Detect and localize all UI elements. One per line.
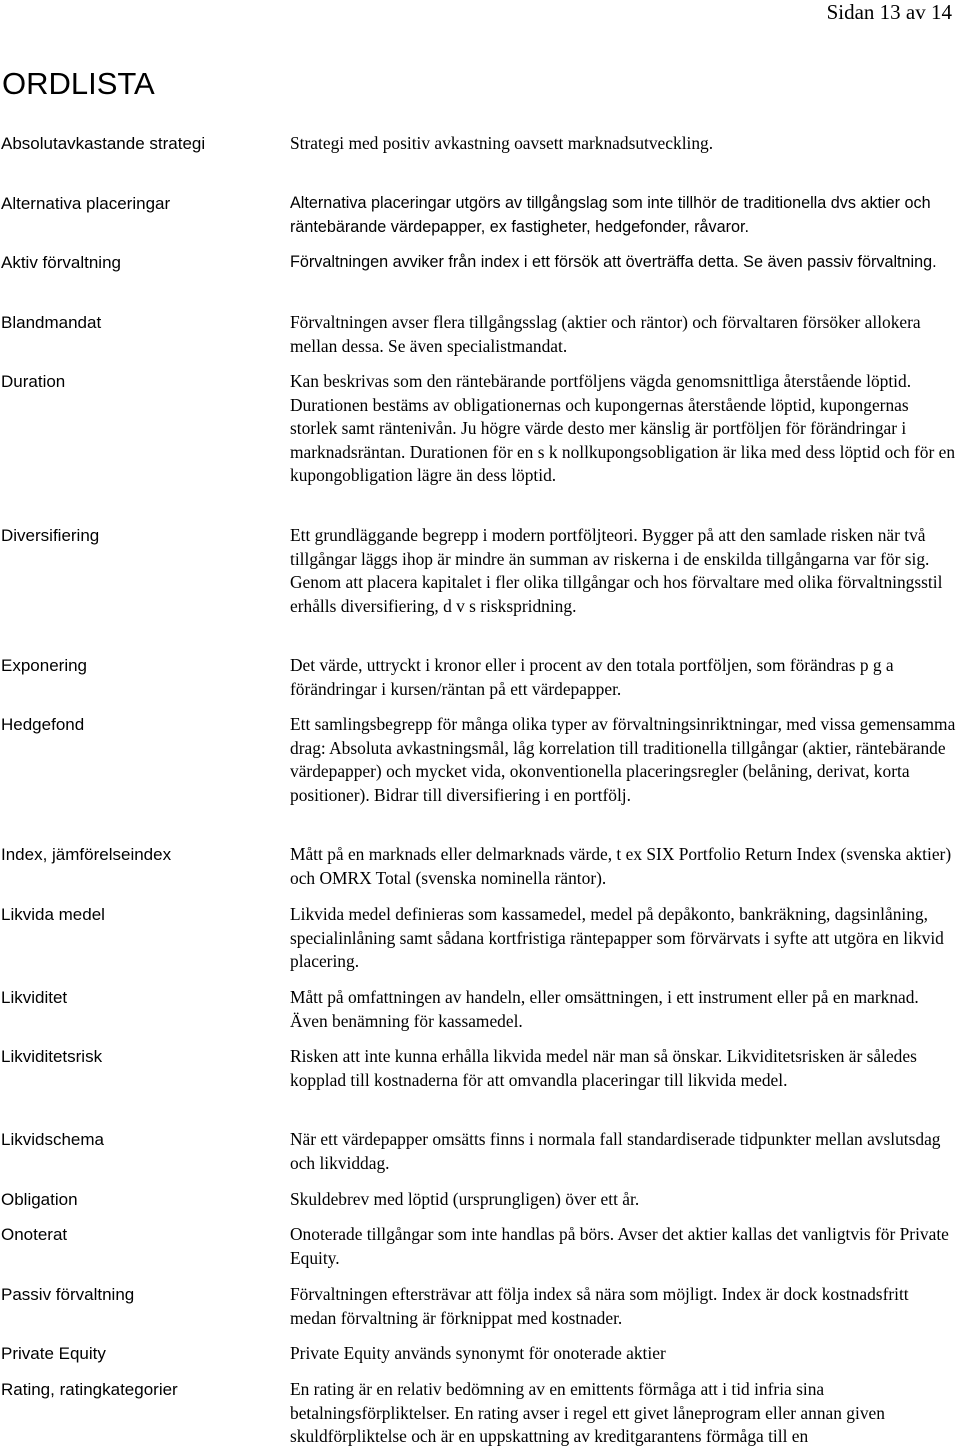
glossary-definition: Strategi med positiv avkastning oavsett marknadsutveckling. <box>290 133 714 153</box>
glossary-term: Blandmandat <box>1 313 102 332</box>
glossary-term: Onoterat <box>1 1225 68 1244</box>
glossary-definition: Mått på en marknads eller delmarknads värde, t ex SIX Portfolio Return Index (svenska aktier) och OMRX Total (svenska nominella räntor). <box>290 844 952 888</box>
glossary-term: Aktiv förvaltning <box>1 253 121 272</box>
glossary-term: Hedgefond <box>1 715 85 734</box>
glossary-definition: Det värde, uttryckt i kronor eller i procent av den totala portföljen, som förändras p g a förändringar i kursen/räntan på ett värdepapper. <box>290 655 894 699</box>
glossary-definition: En rating är en relativ bedömning av en emittents förmåga att i tid infria sina betalningsförpliktelser. En rating avser i regel ett givet låneprogram eller annan given skuldförpliktelse och är en uppskattning av kreditgarantens förmåga till en <box>290 1379 885 1447</box>
glossary-term: Diversifiering <box>1 526 100 545</box>
glossary-definition: Förvaltningen avviker från index i ett försök att överträffa detta. Se även passiv förvaltning. <box>290 253 937 271</box>
glossary-definition: Private Equity används synonymt för onoterade aktier <box>290 1343 666 1363</box>
glossary-definition: Skuldebrev med löptid (ursprungligen) över ett år. <box>290 1189 640 1209</box>
glossary-term: Alternativa placeringar <box>1 194 171 213</box>
glossary-term: Obligation <box>1 1190 78 1209</box>
glossary-definition: Likvida medel definieras som kassamedel, medel på depåkonto, bankräkning, dagsinlåning, specialinlåning samt sådana kortfristiga räntepapper som förvärvats i syfte att utgöra en likvid placering. <box>290 904 944 972</box>
glossary-definition: Förvaltningen avser flera tillgångsslag (aktier och räntor) och förvaltaren försöker allokera mellan dessa. Se även specialistmandat. <box>290 312 921 356</box>
glossary-definition: Mått på omfattningen av handeln, eller omsättningen, i ett instrument eller på en marknad. Även benämning för kassamedel. <box>290 987 919 1031</box>
glossary-definition: Onoterade tillgångar som inte handlas på börs. Avser det aktier kallas det vanligtvis för Private Equity. <box>290 1224 949 1268</box>
glossary-definition: Risken att inte kunna erhålla likvida medel när man så önskar. Likviditetsrisken är således kopplad till kostnaderna för att omvandla placeringar till likvida medel. <box>290 1046 917 1090</box>
glossary-term: Duration <box>1 372 66 391</box>
glossary-definition: Kan beskrivas som den räntebärande portföljens vägda genomsnittliga återstående löptid. Durationen bestäms av obligationernas och kupongernas återstående löptid, kupongernas storlek samt räntenivån. Ju högre värde desto mer känslig är portföljen för förändringar i marknadsräntan. Durationen för en s k nollkupongsobligation är lika med dess löptid och för en kupongobligation lägre än dess löptid. <box>290 371 956 486</box>
glossary-term: Passiv förvaltning <box>1 1285 135 1304</box>
glossary-term: Likviditet <box>1 988 68 1007</box>
glossary-term: Absolutavkastande strategi <box>1 134 206 153</box>
page-title: ORDLISTA <box>2 66 155 101</box>
glossary-term: Likviditetsrisk <box>1 1047 103 1066</box>
glossary-term: Rating, ratingkategorier <box>1 1380 178 1399</box>
glossary-definition: Alternativa placeringar utgörs av tillgångslag som inte tillhör de traditionella dvs aktier och räntebärande värdepapper, ex fastigheter, hedgefonder, råvaror. <box>290 194 931 236</box>
page-number: Sidan 13 av 14 <box>826 0 952 24</box>
glossary-term: Exponering <box>1 656 88 675</box>
glossary-definition: Ett grundläggande begrepp i modern portföljteori. Bygger på att den samlade risken när två tillgångar läggs ihop är mindre än summan av riskerna i de enskilda tillgångarna var för sig. Genom att placera kapitalet i fler olika tillgångar och hos förvaltare med olika förvaltningsstil erhålls diversifiering, d v s riskspridning. <box>290 525 943 616</box>
glossary-definition: Ett samlingsbegrepp för många olika typer av förvaltningsinriktningar, med vissa gemensamma drag: Absoluta avkastningsmål, låg korrelation till traditionella tillgångar (aktier, räntebärande värdepapper) och mycket vida, okonventionella placeringsregler (belåning, derivat, korta positioner). Bidrar till diversifiering i en portfölj. <box>290 714 956 805</box>
glossary-term: Likvida medel <box>1 905 105 924</box>
glossary-definition: Förvaltningen eftersträvar att följa index så nära som möjligt. Index är dock kostnadsfritt medan förvaltning är förknippat med kostnader. <box>290 1284 909 1328</box>
glossary-term: Index, jämförelseindex <box>1 845 172 864</box>
glossary-definition: När ett värdepapper omsätts finns i normala fall standardiserade tidpunkter mellan avslutsdag och likviddag. <box>290 1129 941 1173</box>
glossary-term: Likvidschema <box>1 1130 104 1149</box>
glossary-term: Private Equity <box>1 1344 106 1363</box>
